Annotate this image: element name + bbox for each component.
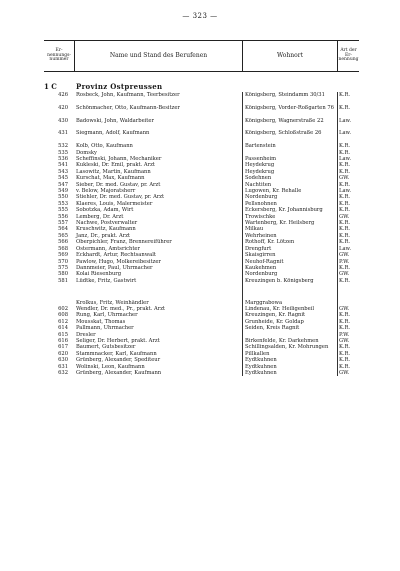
row-type: K.R. xyxy=(339,168,351,175)
row-name: Kolai Riesenburg xyxy=(76,271,122,278)
table-row xyxy=(44,105,359,118)
row-type: Law. xyxy=(339,117,352,124)
row-place: Bartenstein xyxy=(245,143,276,150)
row-place: Sodehnen xyxy=(245,175,272,182)
row-type: K.R. xyxy=(339,357,351,364)
row-number: 430 xyxy=(58,117,68,124)
table-row xyxy=(44,92,359,105)
row-name: Siegmann, Adolf, Kaufmann xyxy=(76,130,150,137)
row-number: 556 xyxy=(58,213,68,220)
row-type: Law. xyxy=(339,245,352,252)
row-place: Marggrabowa xyxy=(245,299,283,306)
row-name: Stammnacker, Karl, Kaufmann xyxy=(76,350,157,357)
row-name: Dresler xyxy=(76,331,96,338)
row-number: 543 xyxy=(58,168,68,175)
section-heading xyxy=(44,80,359,92)
row-place: Birkenfelde, Kr. Darkehmen xyxy=(245,337,319,344)
row-name: Stiehler, Dr. med. Gustav, pr. Arzt xyxy=(76,194,165,201)
row-type: K.R. xyxy=(339,194,351,201)
row-type: Law. xyxy=(339,156,352,162)
row-number: 575 xyxy=(58,264,68,271)
row-type: K.R. xyxy=(339,239,351,246)
row-place: Kreuzingen, Kr. Ragnit xyxy=(245,312,306,319)
row-type: GW. xyxy=(339,271,350,278)
row-number: 545 xyxy=(58,175,68,182)
row-place: Trowischke xyxy=(245,213,276,220)
row-name: Oberpichler, Franz, Brennereiführer xyxy=(76,239,172,246)
row-type: P.W. xyxy=(339,258,350,265)
row-place: Pillkallen xyxy=(245,350,270,357)
row-type: K.R. xyxy=(339,207,351,214)
row-place: Heydekrug xyxy=(245,168,275,175)
row-place: Lugowen, Kr. Rehalle xyxy=(245,188,302,195)
table-header xyxy=(44,40,359,72)
row-place: Königsberg, Schloßstraße 26 xyxy=(245,130,322,137)
row-name: Ostermann, Amtsrichter xyxy=(76,245,140,252)
row-place: Rothoff, Kr. Lötzen xyxy=(245,239,295,246)
row-place: Schillingsalden, Kr. Mohrungen xyxy=(245,344,329,351)
row-type: K.R. xyxy=(339,226,351,233)
row-number: 550 xyxy=(58,194,68,201)
row-name: v. Below, Majoratsherr xyxy=(76,188,136,195)
row-name: Schönmacher, Otto, Kaufmann-Besitzer xyxy=(76,104,180,111)
row-number: 580 xyxy=(58,271,68,278)
row-place: Nordenburg xyxy=(245,271,278,278)
row-place: Eydtkuhnen xyxy=(245,369,277,376)
row-type: GW. xyxy=(339,337,350,344)
row-number: 602 xyxy=(58,305,68,312)
table-row xyxy=(44,130,359,143)
row-place: Eckersberg, Kr. Johannisburg xyxy=(245,207,323,214)
row-name: Lüdtke, Fritz, Gastwirt xyxy=(76,277,137,284)
row-name: Badowski, John, Waldarbeiter xyxy=(76,117,154,124)
table-row xyxy=(44,278,359,291)
row-number: 536 xyxy=(58,156,68,162)
header-name: Name und Stand des Berufenen xyxy=(74,41,242,71)
row-place: Lindenau, Kr. Heiligenbeil xyxy=(245,305,315,312)
row-name: Mousskat, Thomas xyxy=(76,318,126,325)
header-place: Wohnort xyxy=(242,41,337,71)
row-name: Kolb, Otto, Kaufmann xyxy=(76,143,133,150)
row-number: 547 xyxy=(58,181,68,188)
row-type: K.R. xyxy=(339,264,351,271)
row-name: Nachwe, Postverwalter xyxy=(76,220,138,227)
row-place: Heydekrug xyxy=(245,162,275,169)
row-name: Sobotzka, Adam, Wirt xyxy=(76,207,134,214)
row-number: 632 xyxy=(58,369,68,376)
row-place: Drengfurt xyxy=(245,245,272,252)
section-code: 1 C xyxy=(44,81,57,91)
row-type: P.W. xyxy=(339,331,350,338)
row-name: Baumert, Gutsbesitzer xyxy=(76,344,136,351)
row-place: Passenheim xyxy=(245,156,277,162)
column-rule xyxy=(242,92,243,376)
row-number: 614 xyxy=(58,325,68,332)
row-place: Kaukehmen xyxy=(245,264,277,271)
row-number: 612 xyxy=(58,318,68,325)
row-number: 566 xyxy=(58,239,68,246)
row-place: Nordenburg xyxy=(245,194,278,201)
row-place: Milkau xyxy=(245,226,264,233)
row-number: 535 xyxy=(58,149,68,156)
row-type: GW. xyxy=(339,369,350,376)
row-name: Krolkus, Fritz, Weinhändler xyxy=(76,299,149,306)
row-type: K.R. xyxy=(339,162,351,169)
row-type: K.R. xyxy=(339,149,351,156)
row-number: 608 xyxy=(58,312,68,319)
row-number: 620 xyxy=(58,350,68,357)
row-number: 564 xyxy=(58,226,68,233)
row-name: Sieber, Dr. med. Gustav, pr. Arzt xyxy=(76,181,161,188)
row-number: 549 xyxy=(58,188,68,195)
row-number: 541 xyxy=(58,162,68,169)
row-name: Scheffinski, Johann, Mechaniker xyxy=(76,156,162,162)
row-number: 568 xyxy=(58,245,68,252)
table-body xyxy=(44,92,359,376)
row-name: Janz, Dr., prakt. Arzt xyxy=(76,232,131,239)
row-place: Wartenberg, Kr. Heilsberg xyxy=(245,220,315,227)
row-type: K.R. xyxy=(339,312,351,319)
page-number: — 323 — xyxy=(182,12,218,20)
row-place: Königsberg, Wagnerstraße 22 xyxy=(245,117,324,124)
row-number: 555 xyxy=(58,207,68,214)
row-name: Klaeres, Louis, Malermeister xyxy=(76,200,153,207)
appointments-table xyxy=(44,40,359,376)
header-number: Er- nennungs- nummer xyxy=(47,47,71,63)
row-type: GW. xyxy=(339,175,350,182)
table-row xyxy=(44,370,359,376)
row-name: Kurschat, Max, Kaufmann xyxy=(76,175,145,182)
row-place: Grunheide, Kr. Goldap xyxy=(245,318,304,325)
row-type: K.R. xyxy=(339,318,351,325)
row-type: K.R. xyxy=(339,220,351,227)
row-type: K.R. xyxy=(339,344,351,351)
row-name: Grünberg, Alexander, Spediteur xyxy=(76,357,161,364)
row-number: 581 xyxy=(58,277,68,284)
row-number: 617 xyxy=(58,344,68,351)
row-number: 630 xyxy=(58,357,68,364)
row-number: 553 xyxy=(58,200,68,207)
row-number: 532 xyxy=(58,143,68,150)
row-place: Seiden, Kreis Ragnit xyxy=(245,325,300,332)
row-number: 616 xyxy=(58,337,68,344)
row-type: Law. xyxy=(339,130,352,137)
row-place: Pellsnohnen xyxy=(245,200,277,207)
row-number: 557 xyxy=(58,220,68,227)
row-name: Lemberg, Dr. Arzt xyxy=(76,213,124,220)
row-name: Domsky xyxy=(76,149,97,156)
row-type: K.R. xyxy=(339,200,351,207)
row-name: Wendler, Dr. med., Pr., prakt. Arzt xyxy=(76,305,166,312)
row-number: 570 xyxy=(58,258,68,265)
row-type: K.R. xyxy=(339,92,351,98)
row-type: K.R. xyxy=(339,232,351,239)
header-type: Art der Er- nennung xyxy=(337,41,359,71)
row-type: K.R. xyxy=(339,277,351,284)
row-name: Wolinski, Leon, Kaufmann xyxy=(76,363,145,370)
row-place: Wehrheinen xyxy=(245,232,277,239)
row-number: 426 xyxy=(58,92,68,98)
row-name: Pawlow, Hugo, Molkereibesitzer xyxy=(76,258,161,265)
row-name: Kruschwitz, Kaufmann xyxy=(76,226,136,233)
section-title: Provinz Ostpreussen xyxy=(76,81,163,91)
row-place: Nachtiten xyxy=(245,181,272,188)
row-type: K.R. xyxy=(339,143,351,150)
row-place: Königsberg, Steindamm 30/31 xyxy=(245,92,325,98)
row-number: 569 xyxy=(58,252,68,259)
row-place: Eydtkuhnen xyxy=(245,363,277,370)
row-name: Rosbeck, John, Kaufmann, Teerbesitzer xyxy=(76,92,180,98)
row-gap xyxy=(44,291,359,300)
row-place: Königsberg, Vorder-Roßgarten 76 xyxy=(245,104,334,111)
row-type: Law. xyxy=(339,188,352,195)
row-name: Grünberg, Alexander, Kaufmann xyxy=(76,369,162,376)
row-number: 431 xyxy=(58,130,68,137)
row-name: Kukleski, Dr. Emil, prakt. Arzt xyxy=(76,162,155,169)
row-number: 565 xyxy=(58,232,68,239)
column-rule xyxy=(337,92,338,376)
row-type: K.R. xyxy=(339,325,351,332)
row-type: K.R. xyxy=(339,181,351,188)
row-type: K.R. xyxy=(339,350,351,357)
row-name: Lasowitz, Martin, Kaufmann xyxy=(76,168,151,175)
row-place: Eydtkuhnen xyxy=(245,357,277,364)
row-type: GW. xyxy=(339,252,350,259)
row-place: Skaisgirren xyxy=(245,252,276,259)
row-number: 631 xyxy=(58,363,68,370)
row-place: Kreuzingen b. Königsberg xyxy=(245,277,314,284)
row-type: K.R. xyxy=(339,104,351,111)
row-name: Seliger, Dr. Herbert, prakt. Arzt xyxy=(76,337,160,344)
row-name: Rung, Karl, Uhrmacher xyxy=(76,312,138,319)
table-row xyxy=(44,118,359,131)
row-name: Pallmann, Uhrmacher xyxy=(76,325,134,332)
row-name: Dannmeier, Paul, Uhrmacher xyxy=(76,264,153,271)
row-number: 420 xyxy=(58,104,68,111)
row-name: Eckhardt, Artur, Rechtsanwalt xyxy=(76,252,156,259)
row-type: GW. xyxy=(339,305,350,312)
row-type: K.R. xyxy=(339,363,351,370)
row-place: Neuhof-Ragnit xyxy=(245,258,284,265)
row-type: GW. xyxy=(339,213,350,220)
row-number: 615 xyxy=(58,331,68,338)
